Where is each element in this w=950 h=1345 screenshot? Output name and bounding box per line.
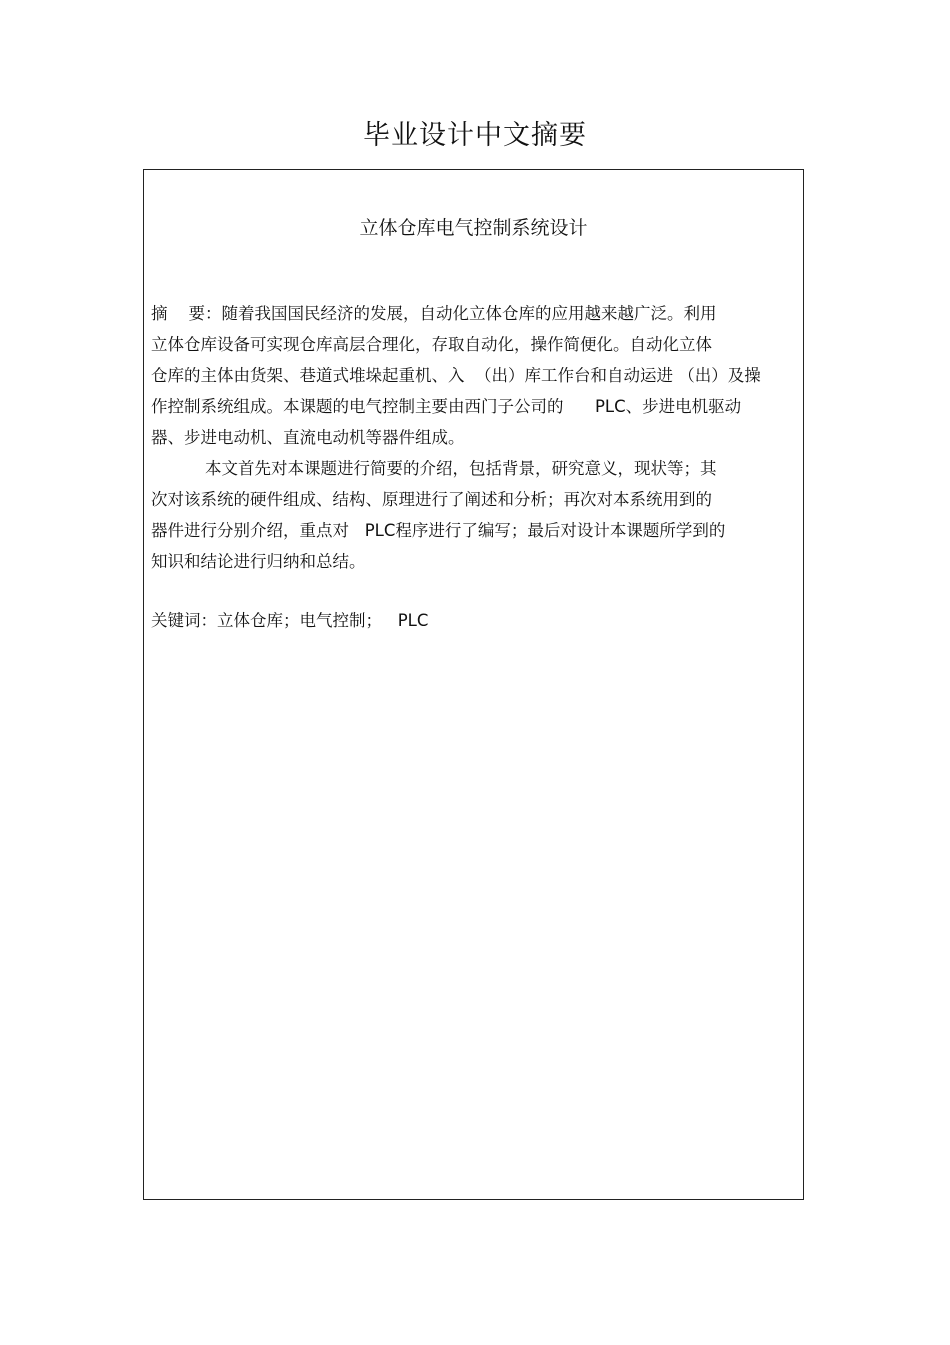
abstract-line: 本文首先对本课题进行简要的介绍，包括背景，研究意义，现状等；其 bbox=[205, 459, 717, 478]
abstract-line: 器、步进电动机、直流电动机等器件组成。 bbox=[151, 428, 465, 447]
abstract-line: 器件进行分别介绍，重点对 PLC程序进行了编写；最后对设计本课题所学到的 bbox=[151, 521, 726, 540]
abstract-line: 次对该系统的硬件组成、结构、原理进行了阐述和分析；再次对本系统用到的 bbox=[151, 490, 712, 509]
abstract-line: 仓库的主体由货架、巷道式堆垛起重机、入 （出）库工作台和自动运进 （出）及操 bbox=[151, 366, 761, 385]
page-heading: 毕业设计中文摘要 bbox=[363, 120, 587, 151]
abstract-line: 知识和结论进行归纳和总结。 bbox=[151, 552, 366, 571]
abstract-line: 作控制系统组成。本课题的电气控制主要由西门子公司的 PLC、步进电机驱动 bbox=[151, 397, 742, 416]
thesis-title: 立体仓库电气控制系统设计 bbox=[359, 217, 588, 239]
abstract-line: 立体仓库设备可实现仓库高层合理化，存取自动化，操作简便化。自动化立体 bbox=[151, 335, 712, 354]
abstract-line: 摘 要：随着我国国民经济的发展，自动化立体仓库的应用越来越广泛。利用 bbox=[151, 304, 717, 323]
keywords-line: 关键词：立体仓库；电气控制； PLC bbox=[151, 611, 429, 630]
